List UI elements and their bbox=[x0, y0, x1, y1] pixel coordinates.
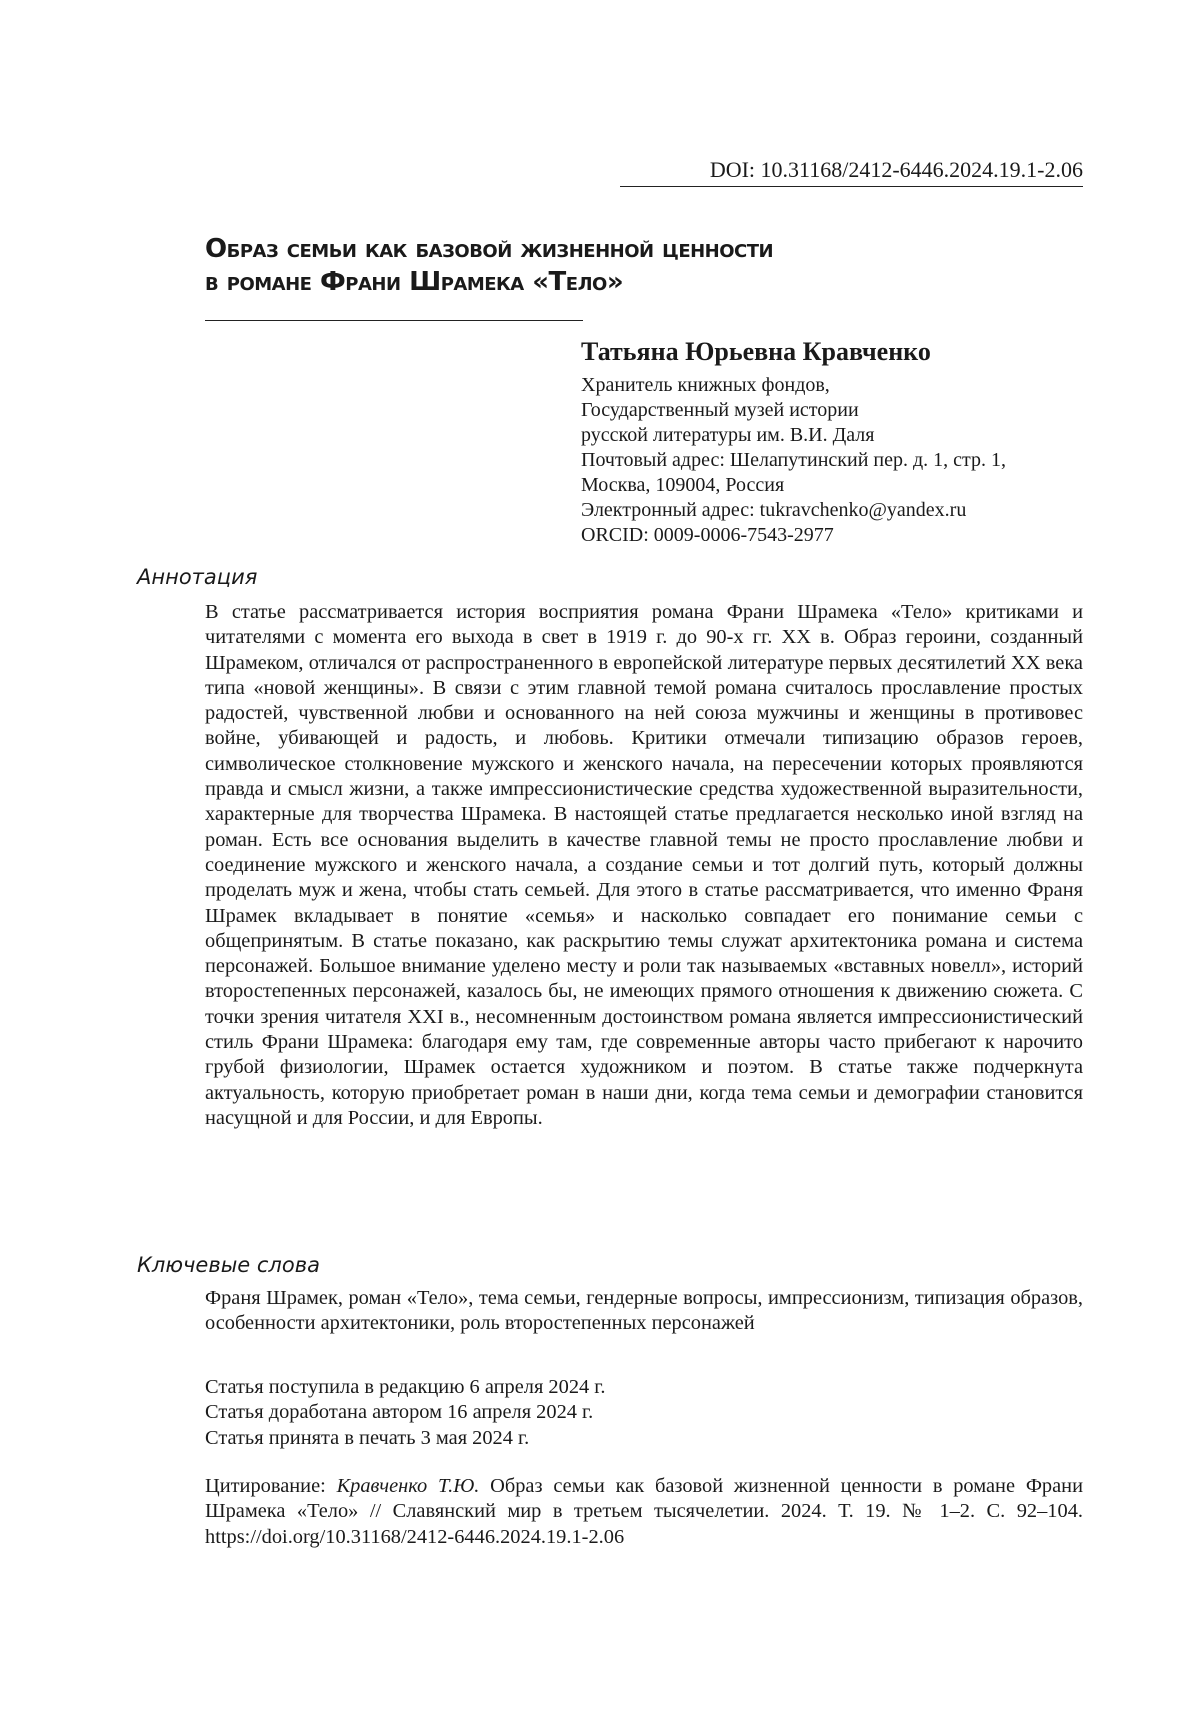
citation bbox=[205, 1474, 1083, 1550]
article-title bbox=[205, 233, 1105, 299]
email-line: Электронный адрес: tukravchenko@yandex.ru bbox=[581, 498, 1101, 523]
affiliation-line: Государственный музей истории bbox=[581, 398, 1101, 423]
article-first-page bbox=[0, 0, 1200, 1725]
title-line-2: в романе Франи Шрамека «Тело» bbox=[205, 267, 623, 297]
postal-address-line: Почтовый адрес: Шелапутинский пер. д. 1, стр. 1, bbox=[581, 448, 1101, 473]
abstract-text: В статье рассматривается история восприятия романа Франи Шрамека «Тело» критиками и читателями с момента его выхода в свет в 1919 г. до 90-х гг. XX в. Образ героини, созданный Шрамеком, отличался от распространенного в европейской литературе первых десятилетий XX века типа «новой женщины». В связи с этим главной темой романа считалось прославление простых радостей, чувственной любви и основанного на ней союза мужчины и женщины в противовес войне, убивающей и радость, и любовь. Критики отмечали типизацию образов героев, символическое столкновение мужского и женского начала, на пересечении которых проявляются правда и смысл жизни, а также импрессионистические средства художественной выразительности, характерные для творчества Шрамека. В настоящей статье предлагается несколько иной взгляд на роман. Есть все основания выделить в качестве главной темы не просто прославление любви и соединение мужского и женского начала, а создание семьи и тот долгий путь, который должны проделать муж и жена, чтобы стать семьей. Для этого в статье рассматривается, что именно Франя Шрамек вкладывает в понятие «семья» и насколько совпадает его понимание семьи с общепринятым. В статье показано, как раскрытию темы служат архитектоника романа и система персонажей. Большое внимание уделено месту и роли так называемых «вставных новелл», историй второстепенных персонажей, казалось бы, не имеющих прямого отношения к движению сюжета. С точки зрения читателя XXI в., несомненным достоинством романа является импрессионистический стиль Франи Шрамека: благодаря ему там, где современные авторы часто прибегают к нарочито грубой физиологии, Шрамек остается художником и поэтом. В статье также подчеркнута актуальность, которую приобретает роман в наши дни, когда тема семьи и демографии становится насущной и для России, и для Европы. bbox=[205, 600, 1083, 1131]
affiliation-line: Хранитель книжных фондов, bbox=[581, 373, 1101, 398]
orcid-line: ORCID: 0009-0006-7543-2977 bbox=[581, 523, 1101, 548]
keywords-heading: Ключевые слова bbox=[137, 1251, 320, 1279]
citation-reference: Образ семьи как базовой жизненной ценности в романе Франи Шрамека «Тело» // Славянский мир в третьем тысячелетии. 2024. Т. 19. № 1–2. С. 92–104. https://doi.org/10.31168/2412-6446.2024.19.1-2.06 bbox=[205, 1475, 1083, 1548]
postal-address-line: Москва, 109004, Россия bbox=[581, 473, 1101, 498]
history-revised: Статья доработана автором 16 апреля 2024 г. bbox=[205, 1400, 1083, 1425]
article-history bbox=[205, 1375, 1083, 1451]
title-underline bbox=[205, 320, 583, 321]
author-name: Татьяна Юрьевна Кравченко bbox=[581, 335, 931, 369]
citation-author: Кравченко Т.Ю. bbox=[337, 1475, 480, 1497]
abstract-heading: Аннотация bbox=[137, 563, 257, 591]
title-line-1: Образ семьи как базовой жизненной ценности bbox=[205, 234, 773, 264]
history-received: Статья поступила в редакцию 6 апреля 2024 г. bbox=[205, 1375, 1083, 1400]
citation-label: Цитирование: bbox=[205, 1475, 337, 1497]
history-accepted: Статья принята в печать 3 мая 2024 г. bbox=[205, 1426, 1083, 1451]
author-affiliation bbox=[581, 373, 1101, 548]
keywords-text: Франя Шрамек, роман «Тело», тема семьи, гендерные вопросы, импрессионизм, типизация образов, особенности архитектоники, роль второстепенных персонажей bbox=[205, 1286, 1083, 1337]
doi-line: DOI: 10.31168/2412-6446.2024.19.1-2.06 bbox=[620, 156, 1083, 187]
affiliation-line: русской литературы им. В.И. Даля bbox=[581, 423, 1101, 448]
